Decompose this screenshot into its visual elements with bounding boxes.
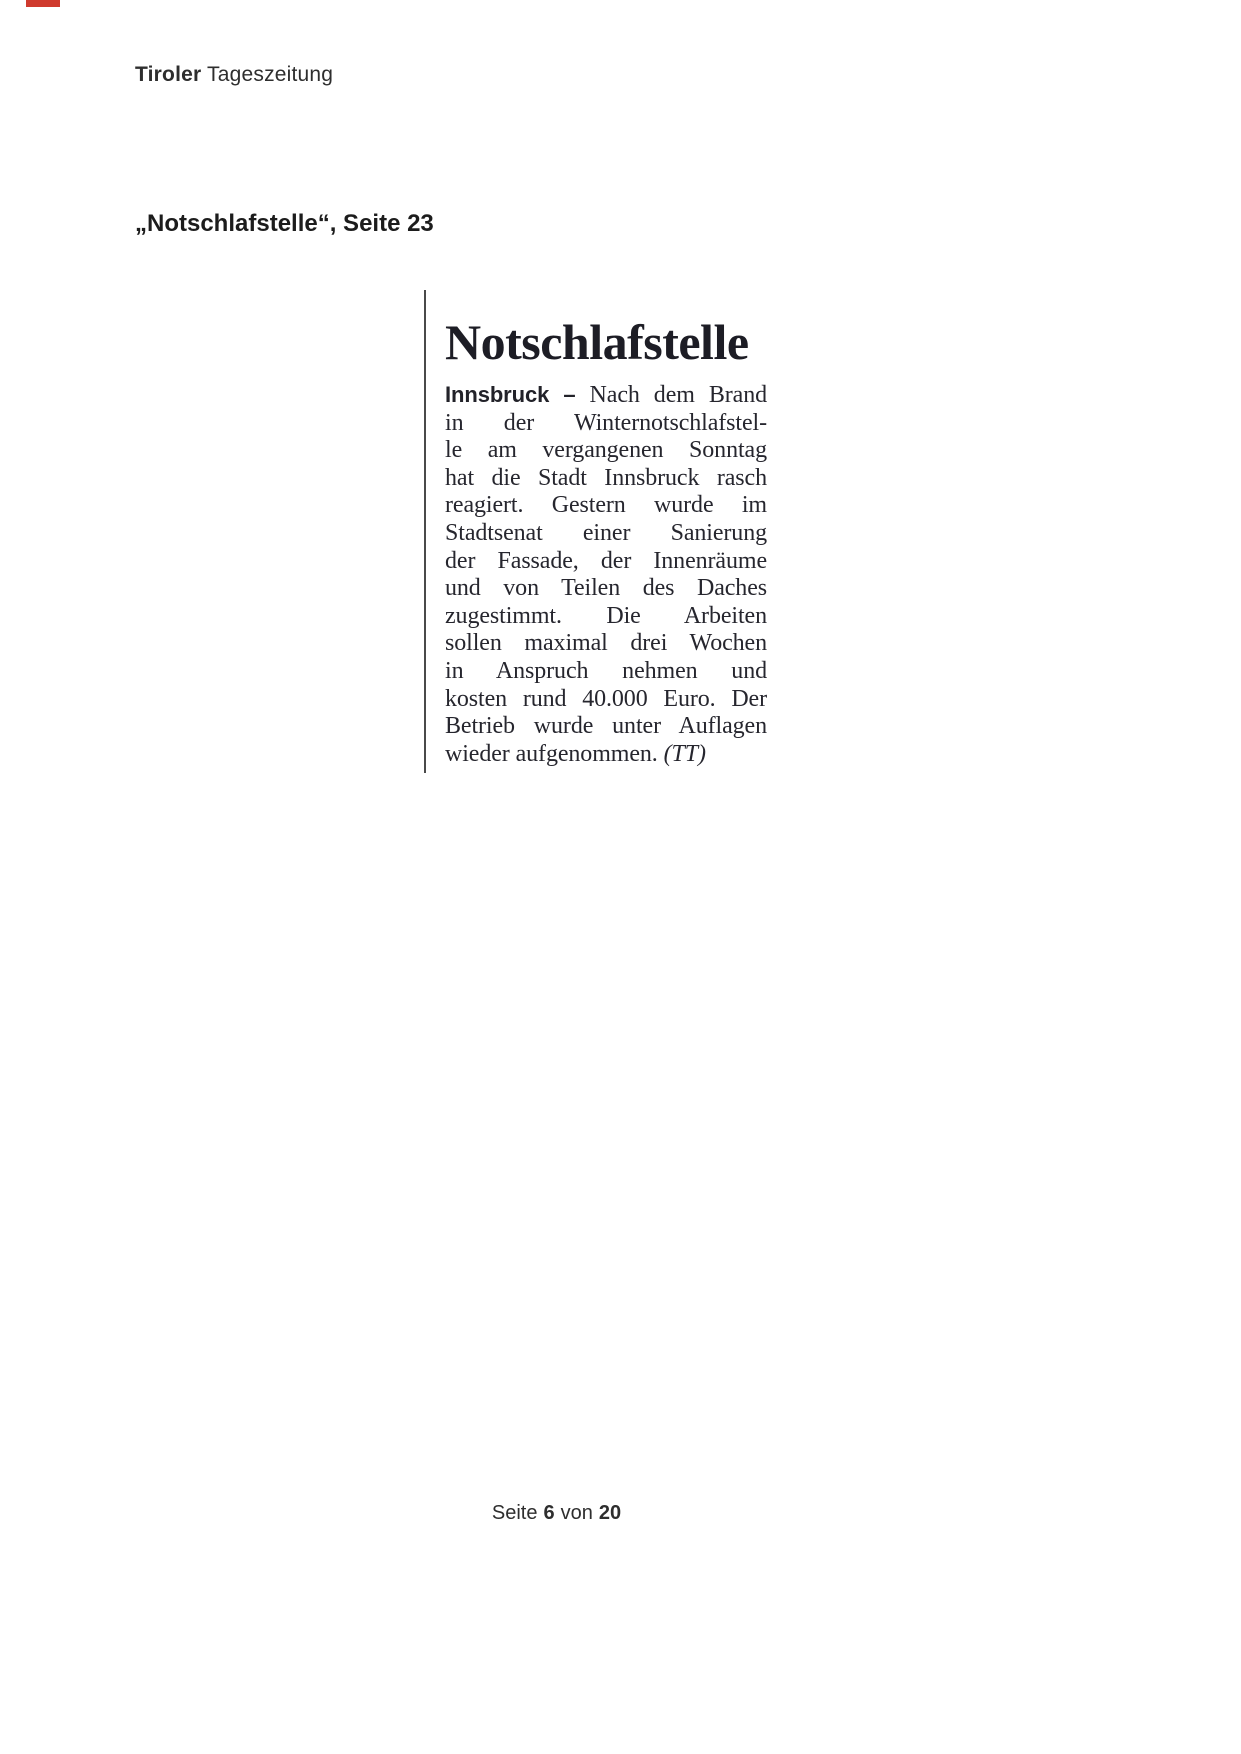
scan-artifact-mark: [26, 0, 60, 7]
footer-of-label: von: [560, 1502, 593, 1524]
article-line: in der Winternotschlafstel-: [445, 409, 767, 436]
article-line: in Anspruch nehmen und: [445, 657, 767, 684]
article-line: Stadtsenat einer Sanierung: [445, 519, 767, 546]
article-line: hat die Stadt Innsbruck rasch: [445, 464, 767, 491]
article-line: Betrieb wurde unter Auflagen: [445, 713, 767, 740]
clipping-left-rule: [424, 290, 426, 773]
newspaper-clipping: [424, 290, 767, 768]
masthead-brand-rest: Tageszeitung: [207, 63, 334, 86]
footer-current-page: 6: [543, 1502, 555, 1524]
article-line: kosten rund 40.000 Euro. Der: [445, 685, 767, 712]
article-line: und von Teilen des Daches: [445, 575, 767, 602]
article-credit: (TT): [657, 740, 706, 767]
article-line: sollen maximal drei Wochen: [445, 630, 767, 657]
footer-label: Seite: [491, 1502, 538, 1524]
article-line: wieder aufgenommen. (TT): [445, 740, 706, 767]
article-location-lead: Innsbruck –: [445, 382, 576, 407]
article-line: der Fassade, der Innenräume: [445, 547, 767, 574]
footer-total-pages: 20: [598, 1502, 622, 1524]
article-line: zugestimmt. Die Arbeiten: [445, 602, 767, 629]
article-title: Notschlafstelle: [445, 314, 749, 370]
article: [445, 290, 767, 768]
newspaper-masthead: [135, 63, 333, 87]
article-line: le am vergangenen Sonntag: [445, 437, 767, 464]
article-line: reagiert. Gestern wurde im: [445, 492, 767, 519]
article-body: [445, 381, 767, 768]
clipping-reference-heading: „Notschlafstelle“, Seite 23: [135, 210, 434, 237]
masthead-brand-bold: Tiroler: [135, 63, 202, 86]
page-number-footer: [0, 1502, 1113, 1525]
article-line: Innsbruck – Nach dem Brand: [445, 382, 767, 408]
